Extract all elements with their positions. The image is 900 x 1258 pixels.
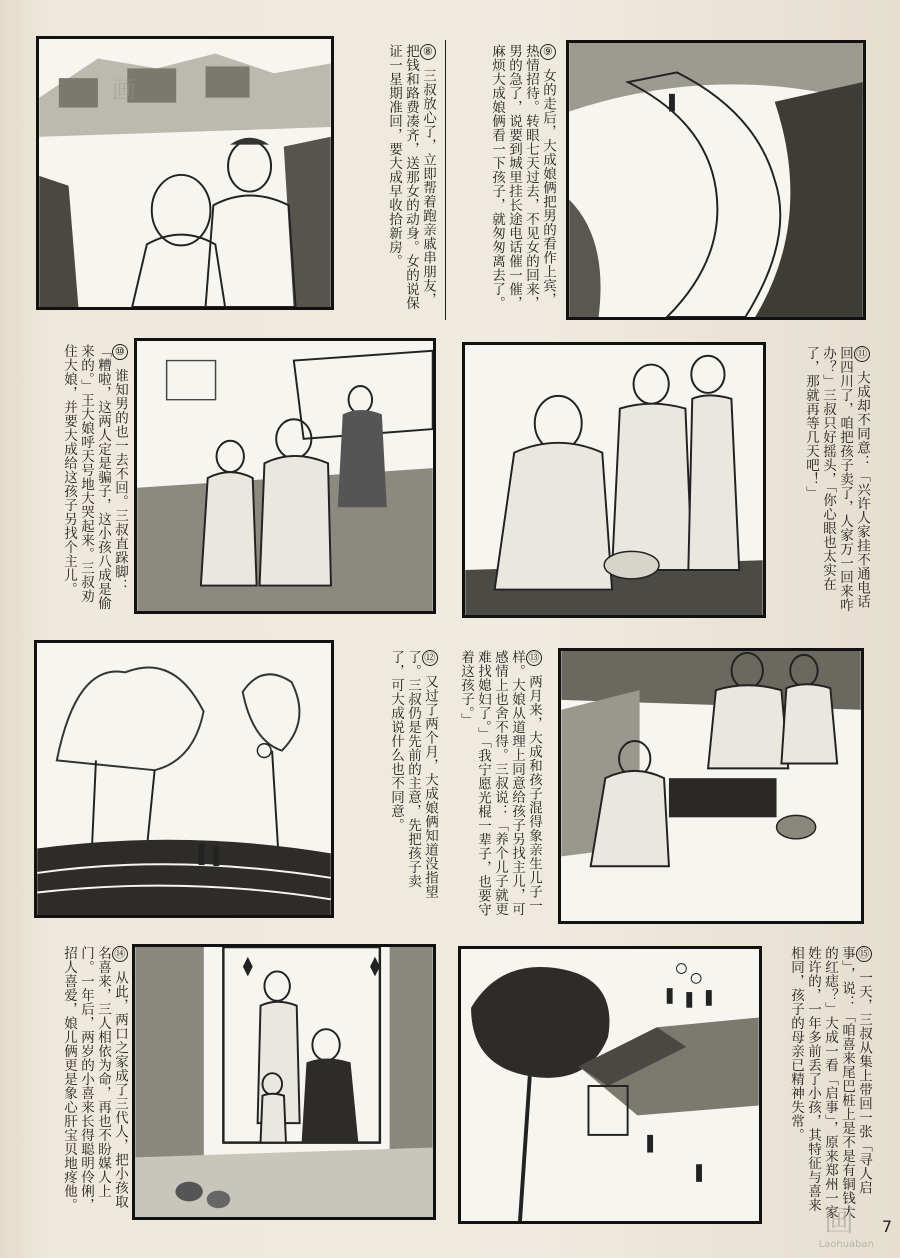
panel-15-drawing (461, 949, 759, 1221)
caption-14 (36, 946, 128, 1216)
caption-number-11: ⑪ (854, 346, 870, 362)
caption-text-10: 谁知男的也一去不回。三叔直跺脚：「糟啦，这两人定是骗子，这小孩八成是偷来的。」王大娘呼天号地大哭起来。三叔劝住大娘，并要大成给这孩子另找个主儿。 (61, 344, 128, 610)
panel-14-drawing (135, 947, 433, 1217)
caption-13 (446, 650, 542, 920)
caption-text-8: 三叔放心了，立即帮着跑亲戚串朋友，把钱和路费凑齐，送那女的动身。女的说保证一星期准回，要大成早收拾新房。 (386, 44, 436, 310)
caption-10 (36, 344, 128, 614)
caption-text-14: 从此，两口之家成了三代人，把小孩取名喜来，三人相依为命，再也不盼媒人上门。一年后，两岁的小喜来长得聪明伶俐，招人喜爱，娘儿俩更是象心肝宝贝地疼他。 (61, 946, 128, 1212)
caption-12 (342, 650, 438, 910)
caption-number-9: ⑨ (540, 44, 556, 60)
watermark-logo: 画 (824, 1204, 856, 1239)
illustration-panel-11 (462, 342, 766, 618)
caption-11 (774, 346, 870, 616)
illustration-panel-15 (458, 946, 762, 1224)
caption-8 (340, 44, 436, 314)
illustration-panel-8 (36, 36, 334, 310)
caption-number-10: ⑩ (112, 344, 128, 360)
illustration-panel-14 (132, 944, 436, 1220)
caption-number-13: ⑬ (526, 650, 542, 666)
caption-number-12: ⑫ (422, 650, 438, 666)
watermark-logo-topleft: 画 (112, 76, 136, 104)
caption-number-14: ⑭ (112, 946, 128, 962)
caption-text-12: 又过了两个月，大成娘俩知道没指望了。三叔仍是先前的主意，先把孩子卖了，可大成说什么也不同意。 (388, 650, 438, 899)
watermark-subtext: Laohuaban (818, 1239, 874, 1250)
caption-text-13: 两月来，大成和孩子混得象亲生儿子一样。大娘从道理上同意给孩子另找主儿，可感情上也舍不得。三叔说：「养个儿子就更难找媳妇了。」「我宁愿光棍一辈子，也要守着这孩子。」 (458, 650, 542, 917)
page-number: 7 (881, 1217, 892, 1236)
caption-text-11: 大成却不同意：「兴许人家挂不通电话回四川了，咱把孩子卖了，人家万一回来咋办？」三叔只好摇头，「你心眼也太实在了，那就再等几天吧！」 (803, 346, 870, 612)
panel-11-drawing (465, 345, 763, 615)
caption-9 (460, 44, 556, 314)
illustration-panel-10 (134, 338, 436, 614)
illustration-panel-13 (558, 648, 864, 924)
caption-15 (772, 946, 872, 1222)
panel-13-drawing (561, 651, 861, 921)
illustration-panel-12 (34, 640, 334, 918)
illustration-panel-9 (566, 40, 866, 320)
caption-number-8: ⑧ (420, 44, 436, 60)
panel-12-drawing (37, 643, 331, 915)
caption-number-15: ⑮ (856, 946, 872, 962)
panel-8-drawing (39, 39, 331, 307)
caption-text-9: 女的走后，大成娘俩把男的看作上宾，热情招待。转眼七天过去，不见女的回来，男的急了，说要到城里挂长途电话催一催，麻烦大成娘俩看一下孩子，就匆匆离去了。 (489, 44, 556, 310)
panel-10-drawing (137, 341, 433, 611)
column-divider (445, 40, 446, 320)
caption-text-15: 一天，三叔从集上带回一张「寻人启事」，说：「咱喜来尾巴桩上是不是有铜钱大的红痣？」大成一看「启事」，原来郑州一家姓许的，一年多前丢了小孩，其特征与喜来相同，孩子的母亲已精神失常。 (788, 946, 872, 1220)
panel-9-drawing (569, 43, 863, 317)
